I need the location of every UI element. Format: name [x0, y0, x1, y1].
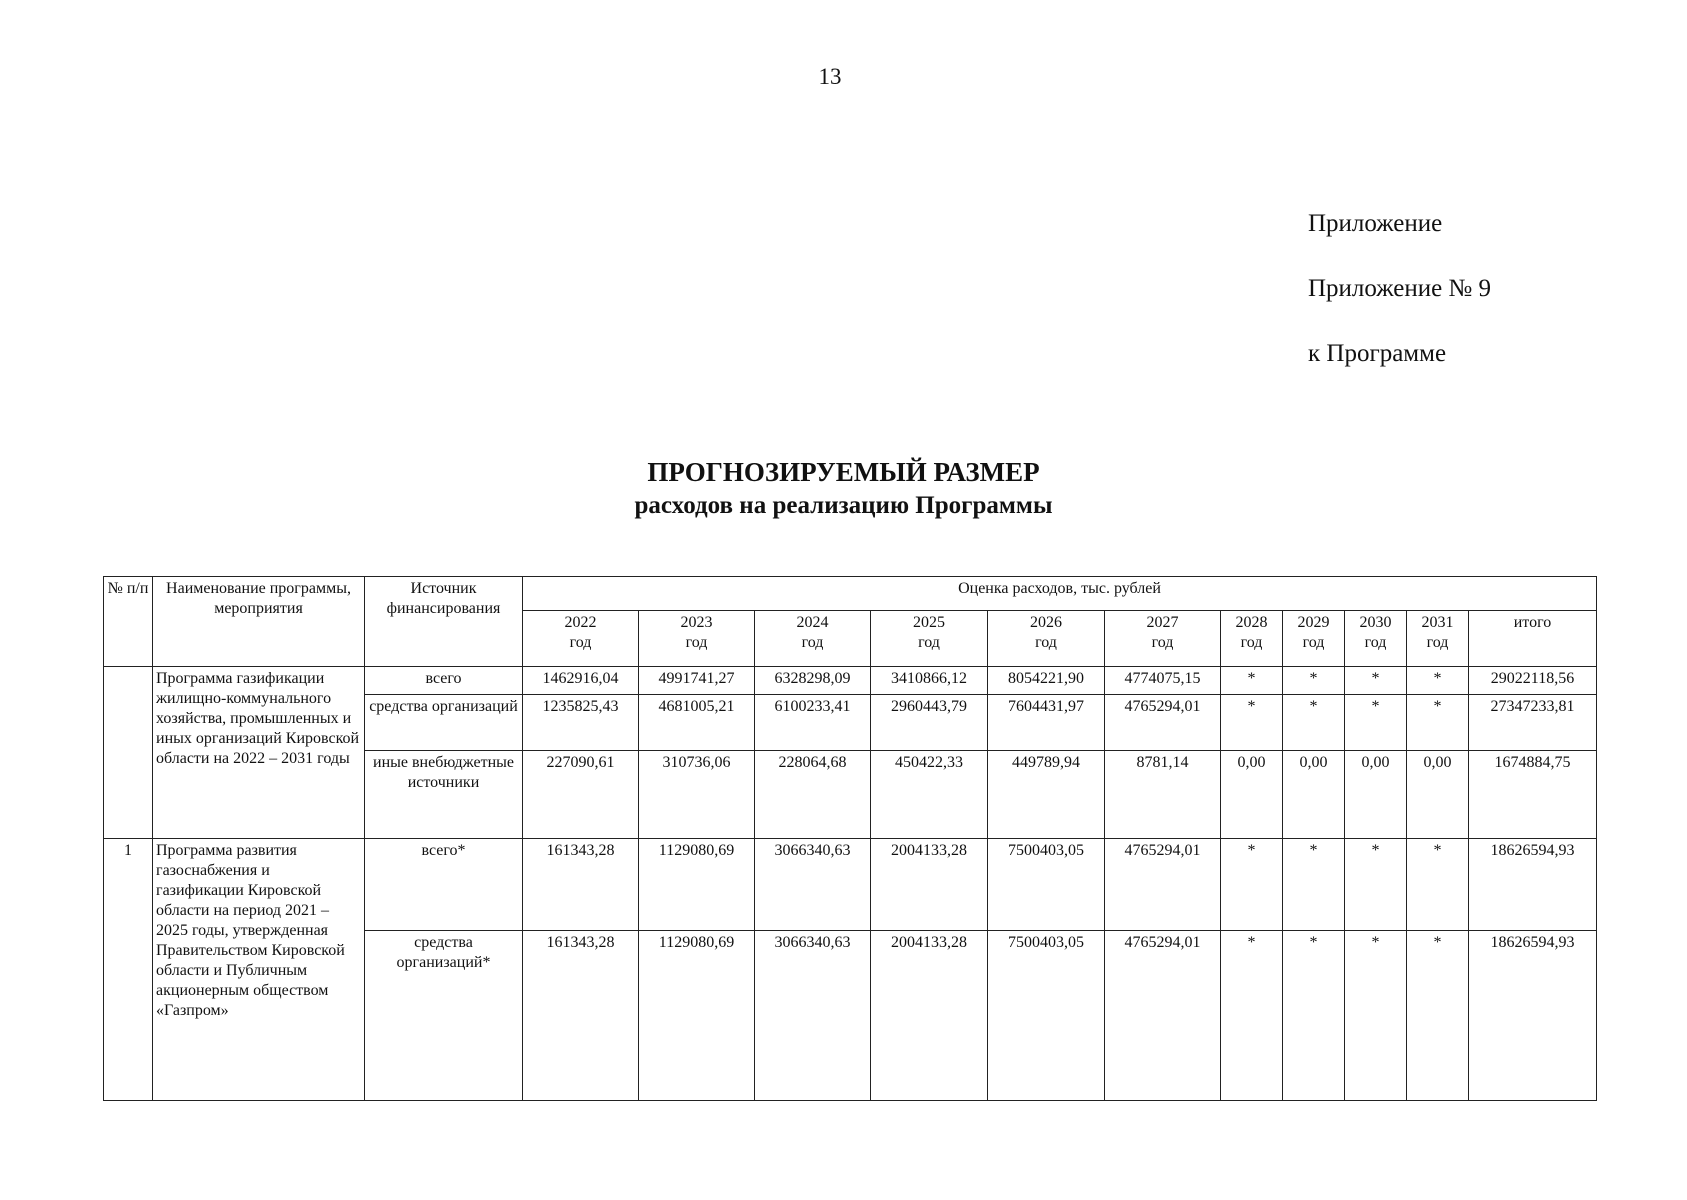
funding-source-cell: средства организаций* — [365, 931, 523, 1101]
table-row — [104, 667, 1597, 695]
year-value-cell: 2004133,28 — [871, 931, 988, 1101]
appendix-number: Приложение № 9 — [1308, 275, 1492, 302]
year-value-cell: * — [1283, 667, 1345, 695]
year-value-cell: 6100233,41 — [755, 695, 871, 751]
year-value-cell: 3066340,63 — [755, 839, 871, 931]
year-value-cell: 4765294,01 — [1105, 695, 1221, 751]
header-year-value: 2030 — [1359, 614, 1392, 631]
program-name-cell: Программа развития газоснабжения и газификации Кировской области на период 2021 – 2025 годы, утвержденная Правительством Кировской области и Публичным акционерным обществом «Газпром» — [153, 839, 365, 1101]
header-total: итого — [1469, 611, 1597, 667]
total-value-cell: 18626594,93 — [1469, 839, 1597, 931]
table-body — [104, 667, 1597, 1101]
total-value-cell: 1674884,75 — [1469, 751, 1597, 839]
year-value-cell: 7604431,97 — [988, 695, 1105, 751]
header-year — [1345, 611, 1407, 667]
year-value-cell: 449789,94 — [988, 751, 1105, 839]
year-value-cell: 0,00 — [1283, 751, 1345, 839]
header-year-unit: год — [1364, 634, 1387, 651]
year-value-cell: 310736,06 — [639, 751, 755, 839]
year-value-cell: * — [1283, 839, 1345, 931]
header-year — [1105, 611, 1221, 667]
year-value-cell: 161343,28 — [523, 931, 639, 1101]
header-year-value: 2024 — [796, 614, 829, 631]
appendix-reference: к Программе — [1308, 340, 1447, 367]
year-value-cell: 6328298,09 — [755, 667, 871, 695]
year-value-cell: * — [1345, 839, 1407, 931]
header-year-value: 2029 — [1297, 614, 1330, 631]
year-value-cell: 227090,61 — [523, 751, 639, 839]
funding-source-cell: средства организаций — [365, 695, 523, 751]
year-value-cell: 450422,33 — [871, 751, 988, 839]
budget-table — [103, 576, 1597, 1101]
funding-source-cell: всего* — [365, 839, 523, 931]
appendix-label: Приложение — [1308, 210, 1443, 237]
year-value-cell: 228064,68 — [755, 751, 871, 839]
year-value-cell: * — [1283, 695, 1345, 751]
program-name-cell: Программа газификации жилищно-коммунального хозяйства, промышленных и иных организаций Кировской области на 2022 – 2031 годы — [153, 667, 365, 839]
year-value-cell: 7500403,05 — [988, 839, 1105, 931]
header-year-unit: год — [1302, 634, 1325, 651]
header-year-value: 2026 — [1030, 614, 1062, 631]
year-value-cell: 0,00 — [1407, 751, 1469, 839]
table-header — [104, 577, 1597, 667]
header-number: № п/п — [104, 577, 153, 667]
year-value-cell: 0,00 — [1221, 751, 1283, 839]
year-value-cell: 4774075,15 — [1105, 667, 1221, 695]
year-value-cell: * — [1221, 931, 1283, 1101]
table-row — [104, 839, 1597, 931]
year-value-cell: 4991741,27 — [639, 667, 755, 695]
year-value-cell: 4765294,01 — [1105, 931, 1221, 1101]
year-value-cell: * — [1407, 839, 1469, 931]
header-year-value: 2028 — [1235, 614, 1268, 631]
year-value-cell: * — [1345, 695, 1407, 751]
year-value-cell: 4681005,21 — [639, 695, 755, 751]
row-number-cell — [104, 667, 153, 839]
year-value-cell: 4765294,01 — [1105, 839, 1221, 931]
header-year-unit: год — [685, 634, 708, 651]
year-value-cell: * — [1345, 931, 1407, 1101]
total-value-cell: 18626594,93 — [1469, 931, 1597, 1101]
header-year-unit: год — [1240, 634, 1263, 651]
header-year — [523, 611, 639, 667]
document-title — [0, 455, 1687, 523]
header-year — [755, 611, 871, 667]
year-value-cell: * — [1221, 839, 1283, 931]
year-value-cell: 1462916,04 — [523, 667, 639, 695]
header-funding-source: Источник финансирования — [365, 577, 523, 667]
year-value-cell: 1235825,43 — [523, 695, 639, 751]
header-year-unit: год — [801, 634, 824, 651]
header-year — [1283, 611, 1345, 667]
funding-source-cell: всего — [365, 667, 523, 695]
year-value-cell: 2004133,28 — [871, 839, 988, 931]
year-value-cell: * — [1221, 667, 1283, 695]
row-number-cell: 1 — [104, 839, 153, 1101]
header-year-value: 2025 — [913, 614, 945, 631]
year-value-cell: 8054221,90 — [988, 667, 1105, 695]
page-number: 13 — [818, 64, 842, 89]
header-year — [988, 611, 1105, 667]
total-value-cell: 29022118,56 — [1469, 667, 1597, 695]
total-value-cell: 27347233,81 — [1469, 695, 1597, 751]
year-value-cell: * — [1407, 931, 1469, 1101]
header-year — [639, 611, 755, 667]
year-value-cell: 2960443,79 — [871, 695, 988, 751]
header-year-value: 2023 — [680, 614, 713, 631]
title-main: ПРОГНОЗИРУЕМЫЙ РАЗМЕР — [647, 457, 1040, 487]
header-program-name: Наименование программы, мероприятия — [153, 577, 365, 667]
year-value-cell: 7500403,05 — [988, 931, 1105, 1101]
header-year-unit: год — [1426, 634, 1449, 651]
year-value-cell: * — [1283, 931, 1345, 1101]
year-value-cell: 0,00 — [1345, 751, 1407, 839]
year-value-cell: 3066340,63 — [755, 931, 871, 1101]
year-value-cell: 8781,14 — [1105, 751, 1221, 839]
year-value-cell: 161343,28 — [523, 839, 639, 931]
year-value-cell: * — [1407, 667, 1469, 695]
year-value-cell: * — [1221, 695, 1283, 751]
title-subtitle: расходов на реализацию Программы — [634, 492, 1053, 519]
header-year — [1221, 611, 1283, 667]
header-year-value: 2027 — [1146, 614, 1179, 631]
year-value-cell: 3410866,12 — [871, 667, 988, 695]
year-value-cell: * — [1345, 667, 1407, 695]
header-year — [871, 611, 988, 667]
header-expense-estimate: Оценка расходов, тыс. рублей — [523, 577, 1597, 611]
header-year-unit: год — [1151, 634, 1174, 651]
header-year — [1407, 611, 1469, 667]
year-value-cell: * — [1407, 695, 1469, 751]
header-year-unit: год — [569, 634, 592, 651]
header-year-unit: год — [1035, 634, 1057, 651]
year-value-cell: 1129080,69 — [639, 931, 755, 1101]
funding-source-cell: иные внебюджетные источники — [365, 751, 523, 839]
year-value-cell: 1129080,69 — [639, 839, 755, 931]
header-year-unit: год — [918, 634, 940, 651]
header-year-value: 2031 — [1421, 614, 1454, 631]
header-year-value: 2022 — [564, 614, 597, 631]
